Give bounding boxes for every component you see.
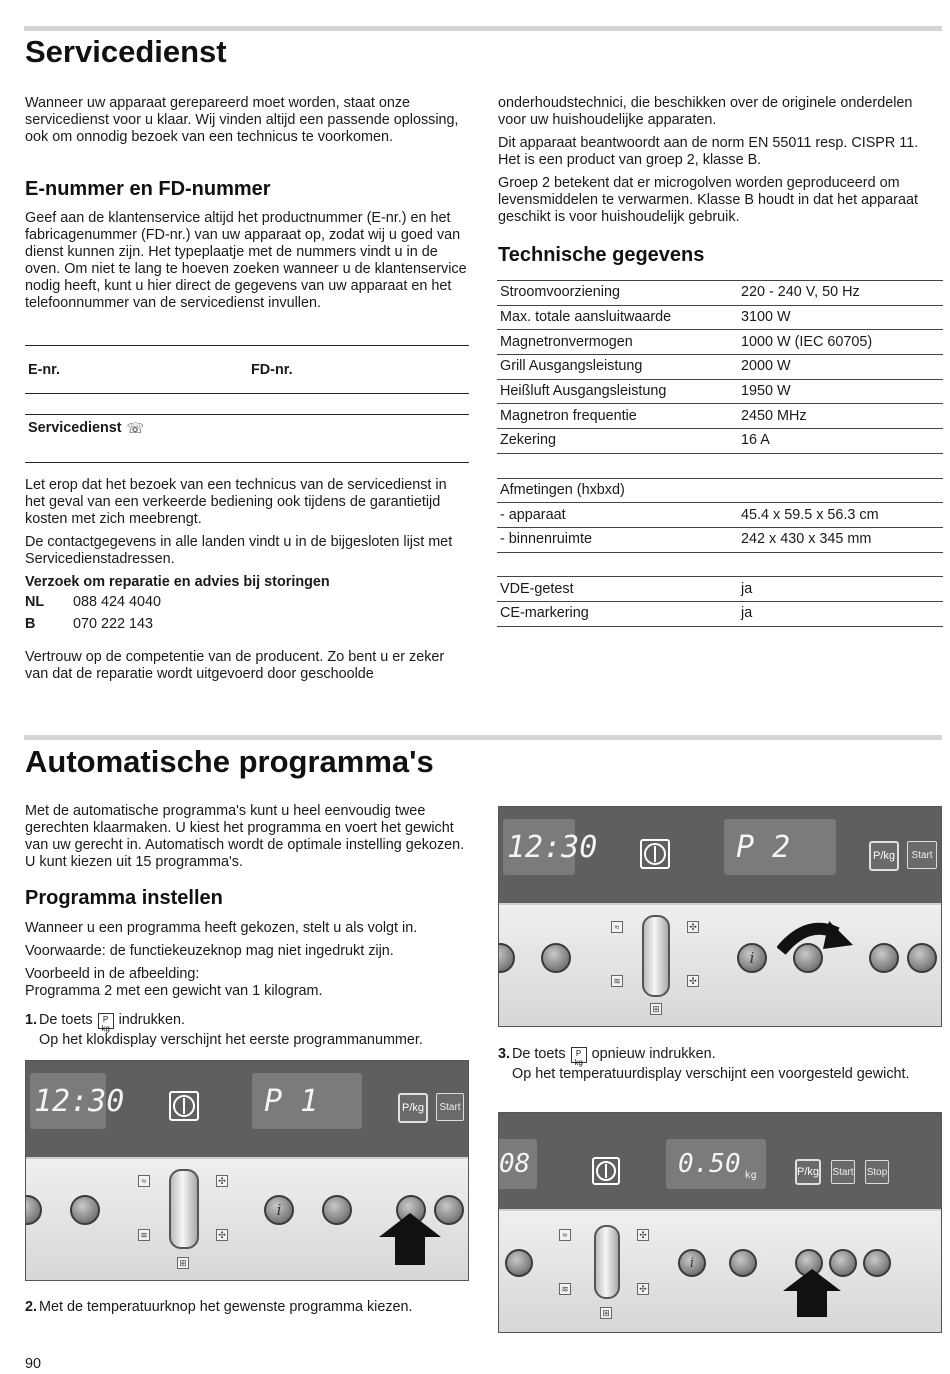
enr-label: E-nr. — [28, 362, 60, 378]
spec-value: 1000 W (IEC 60705) — [738, 330, 943, 355]
enr-text-block — [25, 210, 470, 312]
function-selector — [642, 915, 670, 997]
technicians-text: onderhoudstechnici, die beschikken over de originele onderdelen voor uw huishoudelijke apparaten. — [498, 95, 913, 128]
spec-value — [738, 478, 943, 503]
page-number: 90 — [25, 1356, 42, 1372]
top-heat-icon: ≈ — [138, 1175, 150, 1187]
top-heat-icon: ≈ — [559, 1229, 571, 1241]
spec-label: Max. totale aansluitwaarde — [497, 305, 738, 330]
step-subtext: Op het klokdisplay verschijnt het eerste programmanummer. — [39, 1032, 423, 1048]
spec-label: VDE-getest — [497, 577, 738, 602]
step-text: indrukken. — [118, 1012, 185, 1028]
info-button: i — [678, 1249, 706, 1277]
spec-value: 242 x 430 x 345 mm — [738, 527, 943, 552]
note-technician: Let erop dat het bezoek van een technicus van de servicedienst in het geval van een verkeerde bediening ook tijdens de garantietijd kosten met zich meebrengt. — [25, 477, 447, 527]
form-rule — [25, 414, 469, 415]
step-3 — [498, 1046, 943, 1083]
function-selector — [169, 1169, 199, 1249]
spec-label: Heißluft Ausgangsleistung — [497, 379, 738, 404]
table-row — [497, 527, 943, 552]
step-2 — [25, 1299, 475, 1316]
service-intro: Wanneer uw apparaat gerepareerd moet worden, staat onze servicedienst voor u klaar. Wij vinden altijd een passende oplossing, ook om onnodig bezoek van een technicus te voorkomen. — [25, 95, 459, 145]
start-button: Start — [831, 1160, 855, 1184]
table-row — [497, 577, 943, 602]
stop-button: Stop — [865, 1160, 889, 1184]
knob — [322, 1195, 352, 1225]
table-row — [497, 478, 943, 503]
auto-intro-block — [25, 803, 470, 871]
fan-grill-icon: ✣ — [687, 975, 699, 987]
tech-table — [497, 280, 943, 627]
knob — [907, 943, 937, 973]
knob — [70, 1195, 100, 1225]
fan-icon: ✣ — [687, 921, 699, 933]
press-arrow-icon — [379, 1213, 441, 1265]
pkg-key-icon: P kg — [98, 1013, 114, 1029]
step-text: De toets — [512, 1046, 566, 1062]
knob — [505, 1249, 533, 1277]
section-divider — [24, 26, 942, 31]
group-text: Groep 2 betekent dat er microgolven worden geproduceerd om levensmiddelen te verwarmen. Klasse B houdt in dat het apparaat geschikt is voor huishoudelijk gebruik. — [498, 175, 918, 225]
note-contact: De contactgegevens in alle landen vindt u in de bijgesloten lijst met Servicedienstadressen. — [25, 534, 453, 567]
table-row — [497, 330, 943, 355]
temperature-display: P 2 — [724, 819, 836, 875]
table-row — [497, 281, 943, 306]
enr-text: Geef aan de klantenservice altijd het productnummer (E-nr.) en het fabricagenummer (FD-nr.) van uw apparaat op, zodat wij u goed van dienst kunnen zijn. Het typeplaatje met de nummers vindt u in de oven. Om niet te lang te hoeven zoeken wanneer u de klantenservice nodig heeft, kunt u hier direct de gegevens van uw apparaat en het telefoonnummer van de servicedienst invullen. — [25, 210, 467, 311]
instructions-block — [25, 920, 475, 1006]
spec-value: 220 - 240 V, 50 Hz — [738, 281, 943, 306]
form-rule — [25, 345, 469, 346]
spec-value: 16 A — [738, 429, 943, 454]
spec-value: 1950 W — [738, 379, 943, 404]
step-text: De toets — [39, 1012, 93, 1028]
spec-value: 3100 W — [738, 305, 943, 330]
grill-icon: ≋ — [559, 1283, 571, 1295]
microwave-icon: ⊞ — [177, 1257, 189, 1269]
spec-value: 2000 W — [738, 355, 943, 380]
power-icon — [644, 843, 666, 865]
fan-icon: ✣ — [637, 1229, 649, 1241]
spec-value: ja — [738, 577, 943, 602]
pkg-button: P/kg — [869, 841, 899, 871]
programma-heading: Programma instellen — [25, 887, 223, 909]
knob — [863, 1249, 891, 1277]
fan-grill-icon: ✣ — [216, 1229, 228, 1241]
control-panel-illustration — [498, 806, 942, 1027]
table-row — [497, 601, 943, 626]
table-row — [497, 404, 943, 429]
weight-value: 0.50 — [678, 1148, 741, 1179]
table-row — [497, 429, 943, 454]
phone-row — [25, 616, 470, 633]
page-title: Servicedienst — [25, 34, 227, 69]
step-number: 1. — [25, 1012, 38, 1028]
info-button: i — [264, 1195, 294, 1225]
example-text: Programma 2 met een gewicht van 1 kilogram. — [25, 983, 323, 999]
fdnr-label: FD-nr. — [251, 362, 293, 378]
table-spacer-row — [497, 552, 943, 577]
spec-label: Zekering — [497, 429, 738, 454]
left-column-notes — [25, 477, 470, 683]
spec-label: Magnetronvermogen — [497, 330, 738, 355]
power-icon — [596, 1161, 616, 1181]
service-phone-field — [28, 420, 144, 437]
spec-value: 45.4 x 59.5 x 56.3 cm — [738, 503, 943, 528]
fan-icon: ✣ — [216, 1175, 228, 1187]
press-arrow-icon — [783, 1269, 841, 1317]
spec-label: - binnenruimte — [497, 527, 738, 552]
auto-intro: Met de automatische programma's kunt u heel eenvoudig twee gerechten klaarmaken. U kiest het programma en voert het gewicht van uw gerecht in. Automatisch wordt de optimale instelling gekozen. U kunt kiezen uit 15 programma's. — [25, 803, 465, 870]
knob — [869, 943, 899, 973]
spec-value: ja — [738, 601, 943, 626]
clock-display: 12:30 — [503, 819, 575, 875]
start-button: Start — [436, 1093, 464, 1121]
step-text: Met de temperatuurknop het gewenste programma kiezen. — [39, 1299, 413, 1315]
table-row — [497, 355, 943, 380]
step-number: 3. — [498, 1046, 511, 1062]
grill-icon: ≋ — [138, 1229, 150, 1241]
country-code: NL — [25, 594, 45, 610]
example-label: Voorbeeld in de afbeelding: — [25, 966, 200, 982]
instruction-text: Wanneer u een programma heeft gekozen, stelt u als volgt in. — [25, 920, 418, 936]
form-rule — [25, 462, 469, 463]
top-heat-icon: ≈ — [611, 921, 623, 933]
prerequisite-text: Voorwaarde: de functiekeuzeknop mag niet ingedrukt zijn. — [25, 943, 394, 959]
table-row — [497, 305, 943, 330]
power-button — [592, 1157, 620, 1185]
knob — [541, 943, 571, 973]
step-text: opnieuw indrukken. — [591, 1046, 716, 1062]
service-phone-label: Servicedienst — [28, 420, 122, 436]
control-panel-illustration — [25, 1060, 469, 1281]
spec-label: Magnetron frequentie — [497, 404, 738, 429]
form-rule — [25, 393, 469, 394]
pkg-key-icon: P kg — [571, 1047, 587, 1063]
trust-text: Vertrouw op de competentie van de producent. Zo bent u er zeker van dat de reparatie wordt uitgevoerd door geschoolde — [25, 649, 445, 682]
norm-text: Dit apparaat beantwoordt aan de norm EN 55011 resp. CISPR 11. Het is een product van groep 2, klasse B. — [498, 135, 919, 168]
country-code: B — [25, 616, 36, 632]
section-divider — [24, 735, 942, 740]
spec-label: CE-markering — [497, 601, 738, 626]
temperature-display — [666, 1139, 766, 1189]
pkg-button: P/kg — [795, 1159, 821, 1185]
left-column-top — [25, 95, 470, 152]
power-button — [169, 1091, 199, 1121]
enr-heading: E-nummer en FD-nummer — [25, 178, 271, 200]
right-column-top — [498, 95, 944, 232]
phone-number: 070 222 143 — [73, 616, 154, 632]
clock-display: 08 — [498, 1139, 537, 1189]
fan-grill-icon: ✣ — [637, 1283, 649, 1295]
knob — [729, 1249, 757, 1277]
step-number: 2. — [25, 1299, 38, 1315]
phone-number: 088 424 4040 — [73, 594, 162, 610]
power-button — [640, 839, 670, 869]
weight-unit: kg — [744, 1169, 757, 1181]
table-row — [497, 379, 943, 404]
spec-label: Grill Ausgangsleistung — [497, 355, 738, 380]
spec-label: Afmetingen (hxbxd) — [497, 478, 738, 503]
repair-heading: Verzoek om reparatie en advies bij storingen — [25, 574, 330, 590]
control-panel-illustration — [498, 1112, 942, 1333]
phone-row — [25, 594, 470, 611]
info-button: i — [737, 943, 767, 973]
spec-label: Stroomvoorziening — [497, 281, 738, 306]
table-spacer-row — [497, 453, 943, 478]
grill-icon: ≋ — [611, 975, 623, 987]
tech-heading: Technische gegevens — [498, 244, 705, 266]
microwave-icon: ⊞ — [650, 1003, 662, 1015]
telephone-icon: ☏ — [126, 420, 145, 436]
temperature-display: P 1 — [252, 1073, 362, 1129]
power-icon — [173, 1095, 195, 1117]
section-title: Automatische programma's — [25, 744, 434, 779]
spec-label: - apparaat — [497, 503, 738, 528]
start-button: Start — [907, 841, 937, 869]
step-1 — [25, 1012, 475, 1049]
microwave-icon: ⊞ — [600, 1307, 612, 1319]
spec-value: 2450 MHz — [738, 404, 943, 429]
rotate-arrow-icon — [777, 915, 853, 955]
clock-display: 12:30 — [30, 1073, 106, 1129]
step-subtext: Op het temperatuurdisplay verschijnt een voorgesteld gewicht. — [512, 1066, 910, 1082]
pkg-button: P/kg — [398, 1093, 428, 1123]
table-row — [497, 503, 943, 528]
function-selector — [594, 1225, 620, 1299]
